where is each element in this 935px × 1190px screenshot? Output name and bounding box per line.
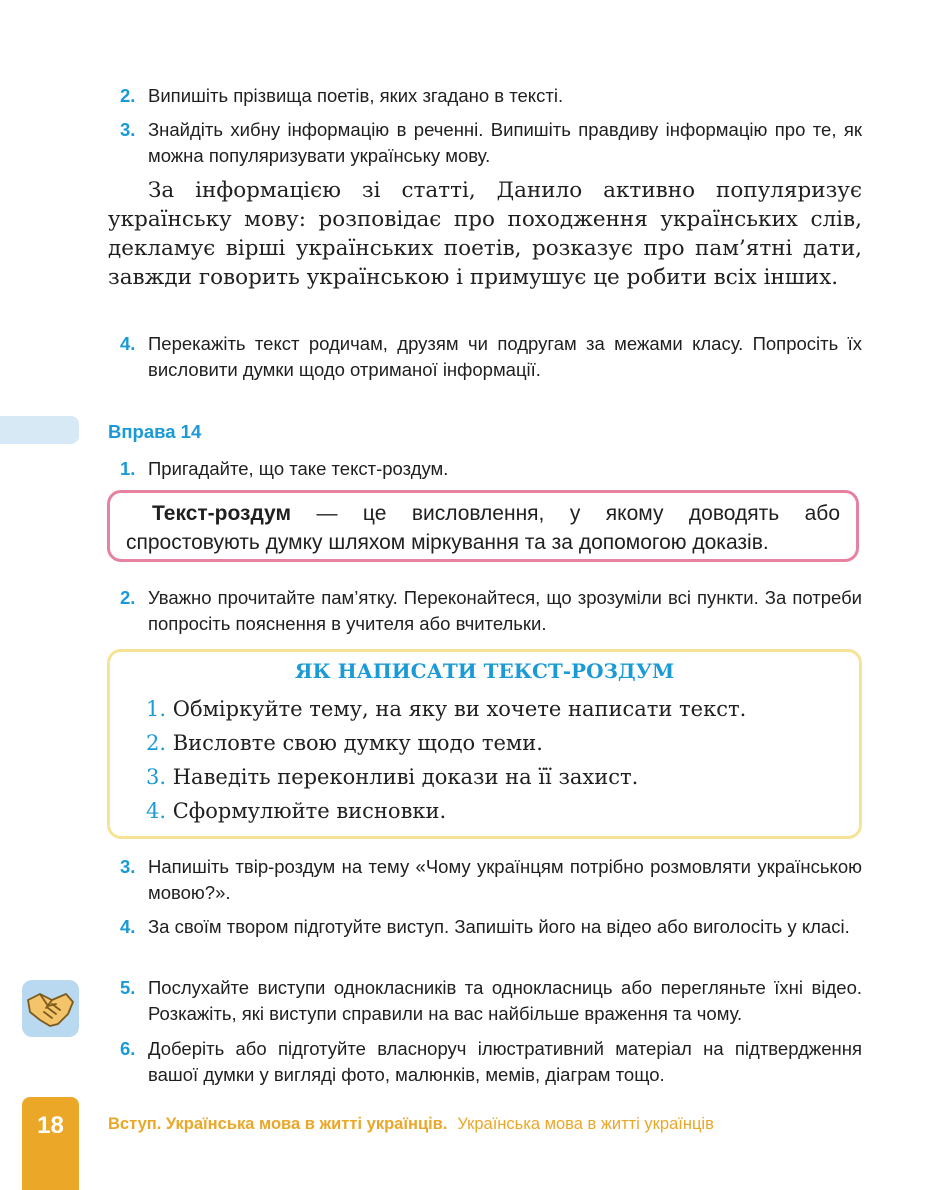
- memo-item-number: 3.: [146, 765, 167, 789]
- task-item: [120, 83, 862, 109]
- memo-item-text: Обміркуйте тему, на яку ви хочете написати текст.: [172, 697, 747, 721]
- memo-item-number: 2.: [146, 731, 167, 755]
- task-number: 4.: [120, 916, 136, 937]
- task-item: [120, 331, 862, 383]
- task-text: Перекажіть текст родичам, друзям чи подругам за межами класу. Попросіть їх висловити думки щодо отриманої інформації.: [148, 333, 862, 380]
- memo-item-text: Наведіть переконливі докази на її захист.: [172, 765, 639, 789]
- memo-box: [107, 649, 862, 839]
- task-item: [120, 585, 862, 637]
- task-number: 4.: [120, 333, 136, 354]
- task-text: Доберіть або підготуйте власноруч ілюстративний матеріал на підтвердження вашої думки у вигляді фото, малюнків, мемів, діаграм тощо.: [148, 1038, 862, 1085]
- memo-item-number: 1.: [146, 697, 167, 721]
- task-number: 3.: [120, 856, 136, 877]
- memo-item: [146, 729, 543, 757]
- task-item: [120, 117, 862, 169]
- definition-box: [107, 490, 859, 562]
- memo-item: [146, 695, 746, 723]
- task-item: [120, 975, 862, 1027]
- memo-title: ЯК НАПИСАТИ ТЕКСТ-РОЗДУМ: [294, 659, 675, 683]
- task-text: Уважно прочитайте пам’ятку. Переконайтеся, що зрозуміли всі пункти. За потреби попросіть пояснення в учителя або вчительки.: [148, 587, 862, 634]
- task-text: Випишіть прізвища поетів, яких згадано в тексті.: [148, 85, 564, 106]
- exercise-title: Вправа 14: [108, 421, 202, 442]
- memo-item: [146, 763, 638, 791]
- definition-text: — це висловлення, у якому доводять або спростовують думку шляхом міркування та за допомогою доказів.: [126, 502, 840, 554]
- task-item: [120, 854, 862, 906]
- task-text: За своїм твором підготуйте виступ. Запишіть його на відео або виголосіть у класі.: [148, 916, 850, 937]
- task-number: 2.: [120, 587, 136, 608]
- page-number: 18: [37, 1112, 64, 1139]
- task-item: [120, 914, 862, 940]
- memo-item-text: Сформулюйте висновки.: [172, 799, 447, 823]
- footer-topic: Українська мова в житті українців: [457, 1115, 714, 1133]
- handshake-icon: [22, 980, 79, 1037]
- task-number: 3.: [120, 119, 136, 140]
- task-text: Знайдіть хибну інформацію в реченні. Випишіть правдиву інформацію про те, як можна популяризувати українську мову.: [148, 119, 862, 166]
- task-text: Послухайте виступи однокласників та однокласниць або перегляньте їхні відео. Розкажіть, які виступи справили на вас найбільше враження та чому.: [148, 977, 862, 1024]
- quote-paragraph: [108, 176, 862, 292]
- task-number: 5.: [120, 977, 136, 998]
- memo-item-text: Висловте свою думку щодо теми.: [172, 731, 543, 755]
- definition-term: Текст-роздум: [152, 502, 291, 525]
- quote-text: За інформацією зі статті, Данило активно популяризує українську мову: розповідає про походження українських слів, декламує вірші українських поетів, розказує про пам’ятні дати, завжди говорить українською і примушує це робити всіх інших.: [108, 178, 862, 290]
- task-number: 2.: [120, 85, 136, 106]
- task-number: 6.: [120, 1038, 136, 1059]
- memo-item-number: 4.: [146, 799, 167, 823]
- page-number-bar: [22, 1097, 79, 1190]
- footer-section: Вступ. Українська мова в житті українців.: [108, 1115, 448, 1133]
- memo-item: [146, 797, 446, 825]
- side-tab-marker: [0, 416, 79, 444]
- task-text: Напишіть твір-роздум на тему «Чому українцям потрібно розмовляти українською мовою?».: [148, 856, 862, 903]
- task-item: [120, 1036, 862, 1088]
- task-number: 1.: [120, 458, 136, 479]
- task-item: [120, 456, 862, 482]
- running-footer: [108, 1115, 714, 1134]
- task-text: Пригадайте, що таке текст-роздум.: [148, 458, 449, 479]
